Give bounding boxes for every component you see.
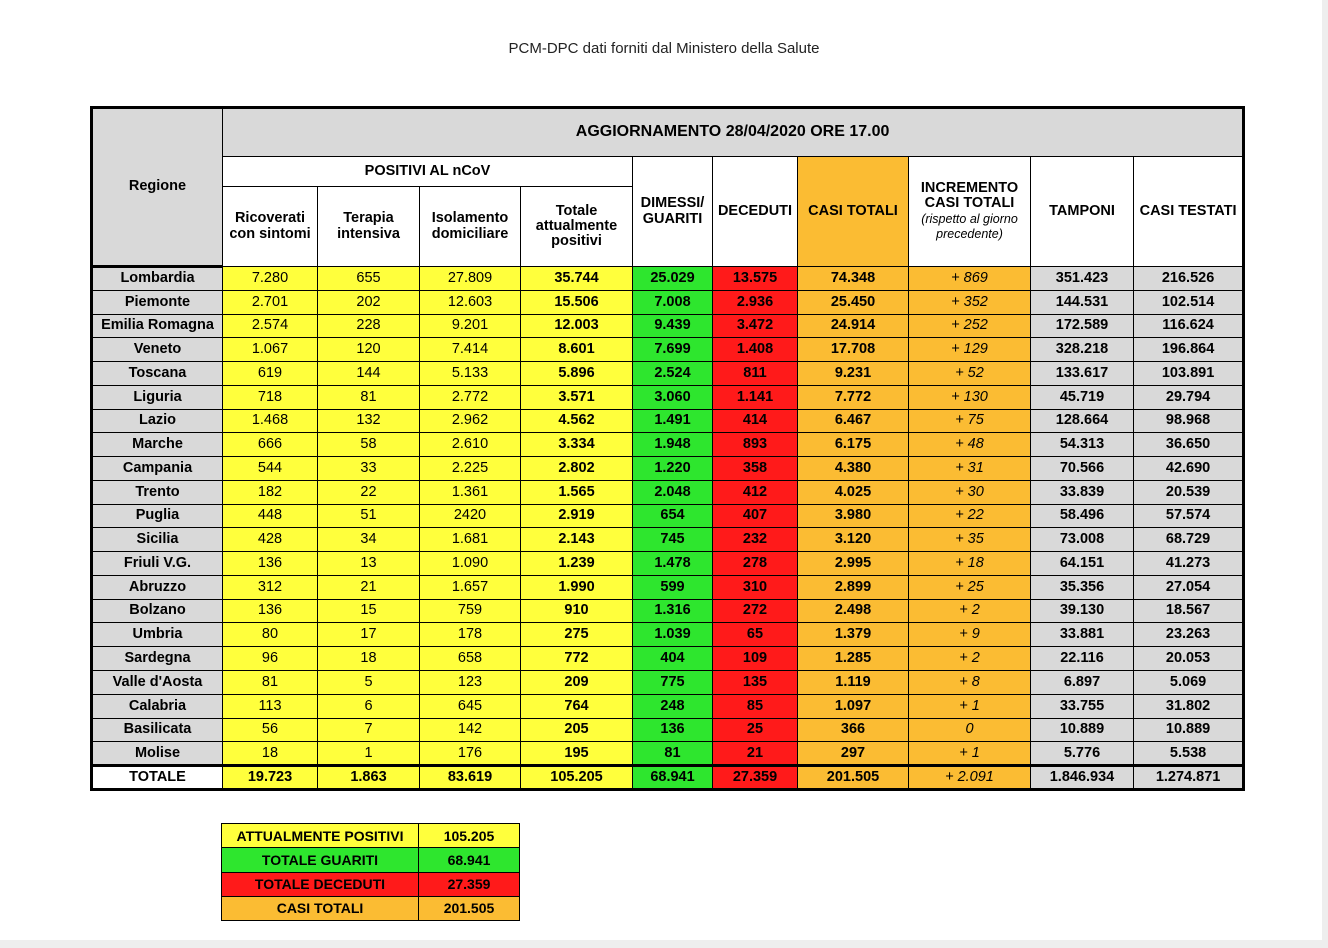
cell-tamponi: 133.617 — [1031, 362, 1134, 386]
cell-totale-positivi: 764 — [521, 694, 633, 718]
cell-deceduti: 3.472 — [713, 314, 798, 338]
total-incremento: + 2.091 — [909, 766, 1031, 790]
table-row — [92, 338, 1244, 362]
cell-region-name: Piemonte — [92, 290, 223, 314]
cell-incremento: 0 — [909, 718, 1031, 742]
cell-ricoverati: 312 — [223, 575, 318, 599]
summary-table — [221, 823, 520, 921]
cell-totale-positivi: 205 — [521, 718, 633, 742]
cell-casi-testati: 116.624 — [1134, 314, 1244, 338]
cell-terapia: 22 — [318, 480, 420, 504]
table-row — [92, 457, 1244, 481]
cell-tamponi: 10.889 — [1031, 718, 1134, 742]
cell-deceduti: 109 — [713, 647, 798, 671]
cell-casi-testati: 29.794 — [1134, 385, 1244, 409]
cell-totale-positivi: 772 — [521, 647, 633, 671]
cell-region-name: Calabria — [92, 694, 223, 718]
cell-casi-testati: 10.889 — [1134, 718, 1244, 742]
cell-terapia: 18 — [318, 647, 420, 671]
cell-casi-testati: 27.054 — [1134, 575, 1244, 599]
cell-isolamento: 123 — [420, 671, 521, 695]
total-deceduti: 27.359 — [713, 766, 798, 790]
cell-region-name: Puglia — [92, 504, 223, 528]
cell-deceduti: 135 — [713, 671, 798, 695]
table-body — [92, 267, 1244, 790]
cell-deceduti: 412 — [713, 480, 798, 504]
cell-region-name: Bolzano — [92, 599, 223, 623]
cell-casi-testati: 42.690 — [1134, 457, 1244, 481]
cell-casi-totali: 7.772 — [798, 385, 909, 409]
cell-isolamento: 2.772 — [420, 385, 521, 409]
cell-casi-totali: 3.980 — [798, 504, 909, 528]
cell-totale-positivi: 1.565 — [521, 480, 633, 504]
cell-incremento: + 52 — [909, 362, 1031, 386]
cell-casi-testati: 36.650 — [1134, 433, 1244, 457]
cell-tamponi: 33.881 — [1031, 623, 1134, 647]
cell-totale-positivi: 209 — [521, 671, 633, 695]
cell-casi-testati: 102.514 — [1134, 290, 1244, 314]
cell-totale-positivi: 275 — [521, 623, 633, 647]
cell-totale-positivi: 8.601 — [521, 338, 633, 362]
cell-region-name: Umbria — [92, 623, 223, 647]
cell-tamponi: 351.423 — [1031, 267, 1134, 291]
cell-region-name: Toscana — [92, 362, 223, 386]
cell-isolamento: 1.090 — [420, 552, 521, 576]
cell-region-name: Liguria — [92, 385, 223, 409]
cell-terapia: 228 — [318, 314, 420, 338]
cell-casi-totali: 4.025 — [798, 480, 909, 504]
cell-casi-totali: 2.995 — [798, 552, 909, 576]
cell-incremento: + 75 — [909, 409, 1031, 433]
cell-ricoverati: 2.574 — [223, 314, 318, 338]
cell-terapia: 13 — [318, 552, 420, 576]
cell-deceduti: 232 — [713, 528, 798, 552]
cell-dimessi: 404 — [633, 647, 713, 671]
table-row — [92, 433, 1244, 457]
cell-region-name: Basilicata — [92, 718, 223, 742]
cell-ricoverati: 428 — [223, 528, 318, 552]
summary-label: TOTALE GUARITI — [222, 848, 419, 872]
cell-dimessi: 1.491 — [633, 409, 713, 433]
cell-isolamento: 176 — [420, 742, 521, 766]
cell-region-name: Sicilia — [92, 528, 223, 552]
cell-incremento: + 22 — [909, 504, 1031, 528]
cell-casi-testati: 196.864 — [1134, 338, 1244, 362]
cell-casi-totali: 1.285 — [798, 647, 909, 671]
cell-casi-totali: 74.348 — [798, 267, 909, 291]
cell-casi-totali: 366 — [798, 718, 909, 742]
summary-row — [222, 872, 520, 896]
cell-casi-totali: 6.175 — [798, 433, 909, 457]
header-region: Regione — [92, 108, 223, 267]
table-row — [92, 362, 1244, 386]
header-casi-testati: CASI TESTATI — [1134, 157, 1244, 267]
cell-incremento: + 2 — [909, 647, 1031, 671]
cell-ricoverati: 80 — [223, 623, 318, 647]
table-row — [92, 290, 1244, 314]
cell-incremento: + 129 — [909, 338, 1031, 362]
cell-casi-testati: 20.053 — [1134, 647, 1244, 671]
cell-isolamento: 2.962 — [420, 409, 521, 433]
cell-casi-testati: 68.729 — [1134, 528, 1244, 552]
cell-ricoverati: 718 — [223, 385, 318, 409]
cell-totale-positivi: 2.143 — [521, 528, 633, 552]
cell-casi-testati: 5.538 — [1134, 742, 1244, 766]
cell-terapia: 1 — [318, 742, 420, 766]
cell-deceduti: 893 — [713, 433, 798, 457]
cell-totale-positivi: 195 — [521, 742, 633, 766]
header-casi-totali: CASI TOTALI — [798, 157, 909, 267]
cell-isolamento: 7.414 — [420, 338, 521, 362]
table-row — [92, 623, 1244, 647]
cell-isolamento: 27.809 — [420, 267, 521, 291]
cell-deceduti: 21 — [713, 742, 798, 766]
cell-region-name: Veneto — [92, 338, 223, 362]
cell-casi-totali: 297 — [798, 742, 909, 766]
cell-ricoverati: 2.701 — [223, 290, 318, 314]
table-row — [92, 742, 1244, 766]
cell-isolamento: 178 — [420, 623, 521, 647]
cell-totale-positivi: 12.003 — [521, 314, 633, 338]
cell-tamponi: 54.313 — [1031, 433, 1134, 457]
cell-deceduti: 811 — [713, 362, 798, 386]
cell-terapia: 15 — [318, 599, 420, 623]
cell-totale-positivi: 4.562 — [521, 409, 633, 433]
cell-casi-totali: 3.120 — [798, 528, 909, 552]
table-row — [92, 718, 1244, 742]
cell-isolamento: 759 — [420, 599, 521, 623]
cell-incremento: + 352 — [909, 290, 1031, 314]
cell-deceduti: 407 — [713, 504, 798, 528]
table-row — [92, 599, 1244, 623]
cell-deceduti: 278 — [713, 552, 798, 576]
cell-casi-testati: 31.802 — [1134, 694, 1244, 718]
cell-terapia: 7 — [318, 718, 420, 742]
cell-incremento: + 18 — [909, 552, 1031, 576]
cell-deceduti: 13.575 — [713, 267, 798, 291]
cell-deceduti: 1.141 — [713, 385, 798, 409]
cell-incremento: + 30 — [909, 480, 1031, 504]
cell-incremento: + 1 — [909, 742, 1031, 766]
cell-totale-positivi: 1.990 — [521, 575, 633, 599]
cell-casi-totali: 9.231 — [798, 362, 909, 386]
cell-ricoverati: 619 — [223, 362, 318, 386]
cell-casi-totali: 2.899 — [798, 575, 909, 599]
cell-totale-positivi: 1.239 — [521, 552, 633, 576]
cell-casi-testati: 103.891 — [1134, 362, 1244, 386]
cell-terapia: 17 — [318, 623, 420, 647]
total-casi-totali: 201.505 — [798, 766, 909, 790]
cell-casi-totali: 4.380 — [798, 457, 909, 481]
cell-casi-totali: 17.708 — [798, 338, 909, 362]
cell-deceduti: 310 — [713, 575, 798, 599]
cell-isolamento: 2.225 — [420, 457, 521, 481]
table-row — [92, 575, 1244, 599]
cell-terapia: 33 — [318, 457, 420, 481]
cell-terapia: 120 — [318, 338, 420, 362]
cell-isolamento: 2420 — [420, 504, 521, 528]
cell-tamponi: 35.356 — [1031, 575, 1134, 599]
covid-data-table — [90, 106, 1245, 791]
cell-dimessi: 1.478 — [633, 552, 713, 576]
header-tamponi: TAMPONI — [1031, 157, 1134, 267]
summary-row — [222, 824, 520, 848]
table-row — [92, 480, 1244, 504]
cell-region-name: Abruzzo — [92, 575, 223, 599]
cell-totale-positivi: 3.334 — [521, 433, 633, 457]
summary-value: 68.941 — [419, 848, 520, 872]
update-title: AGGIORNAMENTO 28/04/2020 ORE 17.00 — [223, 108, 1244, 157]
summary-value: 201.505 — [419, 896, 520, 920]
cell-ricoverati: 96 — [223, 647, 318, 671]
cell-ricoverati: 1.067 — [223, 338, 318, 362]
cell-deceduti: 65 — [713, 623, 798, 647]
cell-tamponi: 128.664 — [1031, 409, 1134, 433]
cell-casi-totali: 1.097 — [798, 694, 909, 718]
cell-totale-positivi: 35.744 — [521, 267, 633, 291]
cell-tamponi: 5.776 — [1031, 742, 1134, 766]
cell-dimessi: 1.316 — [633, 599, 713, 623]
cell-dimessi: 1.220 — [633, 457, 713, 481]
cell-incremento: + 1 — [909, 694, 1031, 718]
cell-terapia: 21 — [318, 575, 420, 599]
cell-deceduti: 2.936 — [713, 290, 798, 314]
cell-casi-testati: 20.539 — [1134, 480, 1244, 504]
cell-deceduti: 358 — [713, 457, 798, 481]
cell-totale-positivi: 910 — [521, 599, 633, 623]
cell-dimessi: 1.948 — [633, 433, 713, 457]
cell-region-name: Lombardia — [92, 267, 223, 291]
cell-casi-totali: 24.914 — [798, 314, 909, 338]
cell-dimessi: 3.060 — [633, 385, 713, 409]
cell-tamponi: 70.566 — [1031, 457, 1134, 481]
cell-terapia: 58 — [318, 433, 420, 457]
cell-region-name: Lazio — [92, 409, 223, 433]
total-ricoverati: 19.723 — [223, 766, 318, 790]
cell-region-name: Emilia Romagna — [92, 314, 223, 338]
cell-tamponi: 144.531 — [1031, 290, 1134, 314]
cell-casi-testati: 18.567 — [1134, 599, 1244, 623]
cell-incremento: + 869 — [909, 267, 1031, 291]
summary-row — [222, 896, 520, 920]
cell-casi-testati: 98.968 — [1134, 409, 1244, 433]
cell-casi-totali: 1.119 — [798, 671, 909, 695]
header-terapia: Terapia intensiva — [318, 187, 420, 267]
cell-dimessi: 136 — [633, 718, 713, 742]
cell-tamponi: 58.496 — [1031, 504, 1134, 528]
cell-isolamento: 658 — [420, 647, 521, 671]
cell-dimessi: 2.524 — [633, 362, 713, 386]
cell-ricoverati: 136 — [223, 599, 318, 623]
cell-incremento: + 31 — [909, 457, 1031, 481]
cell-terapia: 81 — [318, 385, 420, 409]
summary-value: 105.205 — [419, 824, 520, 848]
header-totale-positivi: Totale attualmente positivi — [521, 187, 633, 267]
cell-ricoverati: 544 — [223, 457, 318, 481]
cell-ricoverati: 182 — [223, 480, 318, 504]
summary-value: 27.359 — [419, 872, 520, 896]
cell-deceduti: 272 — [713, 599, 798, 623]
cell-tamponi: 33.755 — [1031, 694, 1134, 718]
cell-deceduti: 1.408 — [713, 338, 798, 362]
cell-incremento: + 8 — [909, 671, 1031, 695]
cell-dimessi: 1.039 — [633, 623, 713, 647]
cell-ricoverati: 448 — [223, 504, 318, 528]
cell-isolamento: 142 — [420, 718, 521, 742]
cell-dimessi: 248 — [633, 694, 713, 718]
total-casi-testati: 1.274.871 — [1134, 766, 1244, 790]
cell-tamponi: 172.589 — [1031, 314, 1134, 338]
cell-region-name: Friuli V.G. — [92, 552, 223, 576]
cell-tamponi: 39.130 — [1031, 599, 1134, 623]
cell-deceduti: 25 — [713, 718, 798, 742]
cell-tamponi: 73.008 — [1031, 528, 1134, 552]
total-row — [92, 766, 1244, 790]
cell-dimessi: 81 — [633, 742, 713, 766]
cell-incremento: + 130 — [909, 385, 1031, 409]
cell-totale-positivi: 15.506 — [521, 290, 633, 314]
header-isolamento: Isolamento domiciliare — [420, 187, 521, 267]
table-row — [92, 528, 1244, 552]
cell-isolamento: 12.603 — [420, 290, 521, 314]
cell-casi-totali: 1.379 — [798, 623, 909, 647]
cell-ricoverati: 666 — [223, 433, 318, 457]
cell-dimessi: 7.008 — [633, 290, 713, 314]
total-totale-positivi: 105.205 — [521, 766, 633, 790]
table-row — [92, 694, 1244, 718]
summary-label: CASI TOTALI — [222, 896, 419, 920]
header-positivi-group: POSITIVI AL nCoV — [223, 157, 633, 187]
cell-ricoverati: 136 — [223, 552, 318, 576]
cell-terapia: 51 — [318, 504, 420, 528]
table-row — [92, 504, 1244, 528]
cell-region-name: Molise — [92, 742, 223, 766]
cell-totale-positivi: 5.896 — [521, 362, 633, 386]
cell-ricoverati: 113 — [223, 694, 318, 718]
cell-casi-testati: 216.526 — [1134, 267, 1244, 291]
cell-ricoverati: 1.468 — [223, 409, 318, 433]
total-isolamento: 83.619 — [420, 766, 521, 790]
cell-incremento: + 252 — [909, 314, 1031, 338]
cell-dimessi: 9.439 — [633, 314, 713, 338]
cell-tamponi: 33.839 — [1031, 480, 1134, 504]
cell-incremento: + 35 — [909, 528, 1031, 552]
header-incremento: INCREMENTO CASI TOTALI (rispetto al giorno precedente) — [909, 157, 1031, 267]
table-row — [92, 409, 1244, 433]
cell-casi-totali: 2.498 — [798, 599, 909, 623]
cell-casi-totali: 25.450 — [798, 290, 909, 314]
cell-isolamento: 5.133 — [420, 362, 521, 386]
table-row — [92, 385, 1244, 409]
header-dimessi: DIMESSI/ GUARITI — [633, 157, 713, 267]
cell-terapia: 6 — [318, 694, 420, 718]
summary-label: TOTALE DECEDUTI — [222, 872, 419, 896]
cell-terapia: 655 — [318, 267, 420, 291]
cell-isolamento: 1.361 — [420, 480, 521, 504]
cell-totale-positivi: 3.571 — [521, 385, 633, 409]
cell-dimessi: 775 — [633, 671, 713, 695]
table-row — [92, 671, 1244, 695]
cell-tamponi: 22.116 — [1031, 647, 1134, 671]
cell-dimessi: 25.029 — [633, 267, 713, 291]
cell-casi-testati: 57.574 — [1134, 504, 1244, 528]
cell-incremento: + 9 — [909, 623, 1031, 647]
cell-region-name: Marche — [92, 433, 223, 457]
cell-tamponi: 45.719 — [1031, 385, 1134, 409]
cell-casi-testati: 41.273 — [1134, 552, 1244, 576]
table-row — [92, 647, 1244, 671]
cell-dimessi: 745 — [633, 528, 713, 552]
cell-totale-positivi: 2.802 — [521, 457, 633, 481]
total-terapia: 1.863 — [318, 766, 420, 790]
cell-dimessi: 599 — [633, 575, 713, 599]
cell-dimessi: 2.048 — [633, 480, 713, 504]
cell-incremento: + 25 — [909, 575, 1031, 599]
cell-dimessi: 654 — [633, 504, 713, 528]
cell-isolamento: 645 — [420, 694, 521, 718]
cell-ricoverati: 7.280 — [223, 267, 318, 291]
cell-deceduti: 85 — [713, 694, 798, 718]
cell-incremento: + 48 — [909, 433, 1031, 457]
cell-ricoverati: 18 — [223, 742, 318, 766]
cell-isolamento: 1.681 — [420, 528, 521, 552]
cell-deceduti: 414 — [713, 409, 798, 433]
cell-ricoverati: 81 — [223, 671, 318, 695]
cell-ricoverati: 56 — [223, 718, 318, 742]
summary-label: ATTUALMENTE POSITIVI — [222, 824, 419, 848]
table-row — [92, 552, 1244, 576]
cell-casi-testati: 23.263 — [1134, 623, 1244, 647]
cell-tamponi: 328.218 — [1031, 338, 1134, 362]
total-tamponi: 1.846.934 — [1031, 766, 1134, 790]
summary-row — [222, 848, 520, 872]
table-row — [92, 267, 1244, 291]
cell-isolamento: 9.201 — [420, 314, 521, 338]
page-title: PCM-DPC dati forniti dal Ministero della Salute — [508, 40, 820, 57]
total-dimessi: 68.941 — [633, 766, 713, 790]
cell-region-name: Campania — [92, 457, 223, 481]
cell-incremento: + 2 — [909, 599, 1031, 623]
table-row — [92, 314, 1244, 338]
cell-dimessi: 7.699 — [633, 338, 713, 362]
cell-isolamento: 2.610 — [420, 433, 521, 457]
cell-isolamento: 1.657 — [420, 575, 521, 599]
cell-terapia: 202 — [318, 290, 420, 314]
cell-region-name: Valle d'Aosta — [92, 671, 223, 695]
cell-terapia: 34 — [318, 528, 420, 552]
header-deceduti: DECEDUTI — [713, 157, 798, 267]
cell-tamponi: 6.897 — [1031, 671, 1134, 695]
cell-terapia: 132 — [318, 409, 420, 433]
cell-totale-positivi: 2.919 — [521, 504, 633, 528]
cell-region-name: Sardegna — [92, 647, 223, 671]
cell-casi-testati: 5.069 — [1134, 671, 1244, 695]
cell-terapia: 144 — [318, 362, 420, 386]
cell-tamponi: 64.151 — [1031, 552, 1134, 576]
cell-casi-totali: 6.467 — [798, 409, 909, 433]
cell-terapia: 5 — [318, 671, 420, 695]
total-region-name: TOTALE — [92, 766, 223, 790]
cell-region-name: Trento — [92, 480, 223, 504]
header-ricoverati: Ricoverati con sintomi — [223, 187, 318, 267]
